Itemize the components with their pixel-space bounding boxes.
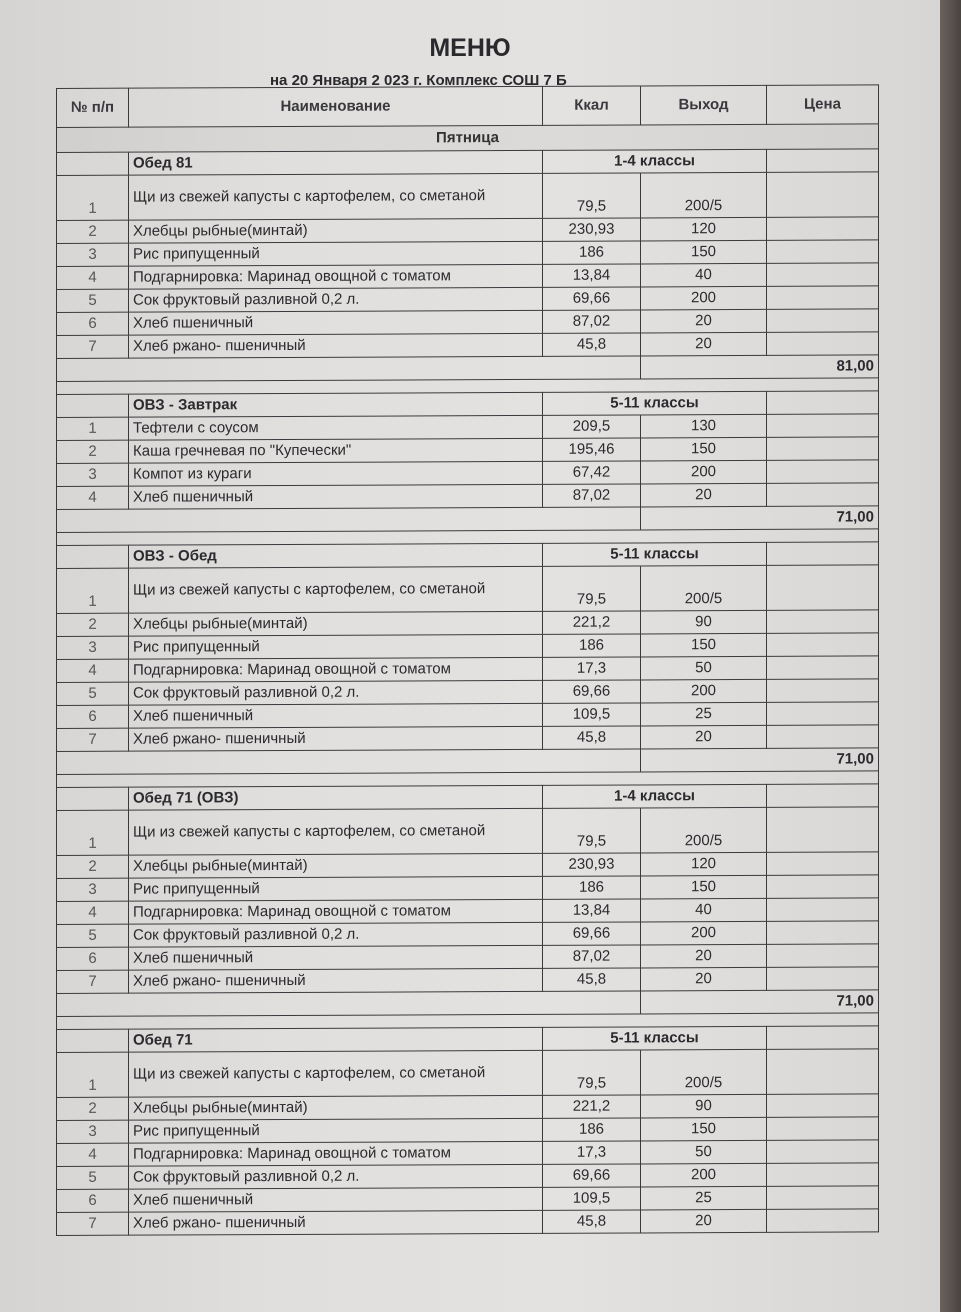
menu-item-row bbox=[57, 1049, 879, 1098]
item-price bbox=[767, 460, 879, 483]
item-kcal: 221,2 bbox=[543, 1095, 641, 1118]
item-number: 3 bbox=[57, 878, 129, 901]
item-name: Хлебцы рыбные(минтай) bbox=[129, 1095, 543, 1120]
item-price bbox=[767, 898, 879, 921]
section-blank-cell bbox=[57, 545, 129, 568]
item-yield: 150 bbox=[641, 437, 767, 461]
item-number: 2 bbox=[57, 440, 129, 463]
item-name: Сок фруктовый разливной 0,2 л. bbox=[129, 922, 543, 947]
item-price bbox=[767, 1049, 879, 1094]
item-name: Хлебцы рыбные(минтай) bbox=[129, 611, 543, 636]
header-name: Наименование bbox=[129, 86, 543, 127]
item-number: 7 bbox=[57, 335, 129, 358]
item-price bbox=[767, 656, 879, 679]
item-price bbox=[767, 414, 879, 437]
item-number: 2 bbox=[57, 613, 129, 636]
section-price-blank bbox=[767, 542, 879, 565]
item-name: Рис припущенный bbox=[129, 1118, 543, 1143]
item-price bbox=[767, 1163, 879, 1186]
item-number: 2 bbox=[57, 855, 129, 878]
item-kcal: 79,5 bbox=[543, 1050, 641, 1095]
section-classes: 5-11 классы bbox=[543, 542, 767, 566]
item-price bbox=[767, 702, 879, 725]
item-kcal: 186 bbox=[543, 634, 641, 657]
section-total-price: 71,00 bbox=[641, 506, 879, 530]
item-price bbox=[767, 852, 879, 875]
item-price bbox=[767, 875, 879, 898]
item-kcal: 69,66 bbox=[543, 922, 641, 945]
item-name: Щи из свежей капусты с картофелем, со сметаной bbox=[129, 566, 543, 613]
item-number: 1 bbox=[57, 1052, 129, 1097]
item-number: 6 bbox=[57, 705, 129, 728]
item-yield: 200/5 bbox=[641, 807, 767, 853]
item-name: Хлеб ржано- пшеничный bbox=[129, 968, 543, 993]
item-kcal: 186 bbox=[543, 1118, 641, 1141]
item-yield: 20 bbox=[641, 309, 767, 333]
item-yield: 200 bbox=[641, 921, 767, 945]
item-name: Хлеб пшеничный bbox=[129, 310, 543, 335]
item-number: 4 bbox=[57, 1143, 129, 1166]
item-yield: 25 bbox=[641, 1186, 767, 1210]
item-price bbox=[767, 172, 879, 217]
item-name: Щи из свежей капусты с картофелем, со сметаной bbox=[129, 1050, 543, 1097]
item-name: Подгарнировка: Маринад овощной с томатом bbox=[129, 657, 543, 682]
item-price bbox=[767, 725, 879, 748]
item-name: Сок фруктовый разливной 0,2 л. bbox=[129, 680, 543, 705]
item-yield: 150 bbox=[641, 875, 767, 899]
item-price bbox=[767, 437, 879, 460]
item-price bbox=[767, 332, 879, 355]
item-yield: 50 bbox=[641, 1140, 767, 1164]
item-number: 1 bbox=[57, 417, 129, 440]
item-number: 6 bbox=[57, 1189, 129, 1212]
item-price bbox=[767, 263, 879, 286]
item-kcal: 87,02 bbox=[543, 945, 641, 968]
item-price bbox=[767, 679, 879, 702]
item-name: Хлеб пшеничный bbox=[129, 945, 543, 970]
item-price bbox=[767, 240, 879, 263]
item-yield: 50 bbox=[641, 656, 767, 680]
item-yield: 20 bbox=[641, 1209, 767, 1233]
section-name: ОВЗ - Обед bbox=[129, 543, 543, 568]
menu-body bbox=[57, 124, 879, 1236]
item-kcal: 230,93 bbox=[543, 218, 641, 241]
item-yield: 120 bbox=[641, 852, 767, 876]
item-name: Рис припущенный bbox=[129, 241, 543, 266]
item-kcal: 186 bbox=[543, 876, 641, 899]
day-label: Пятница bbox=[57, 124, 879, 153]
item-name: Сок фруктовый разливной 0,2 л. bbox=[129, 287, 543, 312]
item-yield: 25 bbox=[641, 702, 767, 726]
section-name: Обед 71 bbox=[129, 1027, 543, 1052]
item-yield: 20 bbox=[641, 332, 767, 356]
item-name: Рис припущенный bbox=[129, 876, 543, 901]
item-yield: 90 bbox=[641, 1094, 767, 1118]
item-name: Хлеб пшеничный bbox=[129, 703, 543, 728]
item-yield: 200/5 bbox=[641, 1049, 767, 1095]
item-number: 7 bbox=[57, 728, 129, 751]
item-price bbox=[767, 1186, 879, 1209]
item-name: Подгарнировка: Маринад овощной с томатом bbox=[129, 264, 543, 289]
item-price bbox=[767, 483, 879, 506]
section-price-blank bbox=[767, 149, 879, 172]
item-name: Щи из свежей капусты с картофелем, со сметаной bbox=[129, 808, 543, 855]
item-number: 7 bbox=[57, 970, 129, 993]
item-name: Щи из свежей капусты с картофелем, со сметаной bbox=[129, 173, 543, 220]
section-price-blank bbox=[767, 1026, 879, 1049]
item-number: 4 bbox=[57, 486, 129, 509]
item-number: 1 bbox=[57, 568, 129, 613]
section-blank-cell bbox=[57, 152, 129, 175]
item-yield: 20 bbox=[641, 725, 767, 749]
item-yield: 150 bbox=[641, 633, 767, 657]
item-yield: 40 bbox=[641, 263, 767, 287]
item-price bbox=[767, 1209, 879, 1232]
menu-item-row bbox=[57, 1209, 879, 1236]
item-number: 6 bbox=[57, 947, 129, 970]
item-name: Хлеб пшеничный bbox=[129, 1187, 543, 1212]
item-kcal: 221,2 bbox=[543, 611, 641, 634]
section-blank-cell bbox=[57, 394, 129, 417]
section-total-price: 71,00 bbox=[641, 990, 879, 1014]
menu-item-row bbox=[57, 565, 879, 614]
item-yield: 200 bbox=[641, 286, 767, 310]
item-price bbox=[767, 633, 879, 656]
item-name: Хлеб ржано- пшеничный bbox=[129, 726, 543, 751]
item-number: 5 bbox=[57, 1166, 129, 1189]
item-number: 1 bbox=[57, 175, 129, 220]
section-blank-cell bbox=[57, 787, 129, 810]
item-kcal: 230,93 bbox=[543, 853, 641, 876]
item-kcal: 87,02 bbox=[543, 310, 641, 333]
item-kcal: 45,8 bbox=[543, 333, 641, 356]
item-kcal: 209,5 bbox=[543, 415, 641, 438]
item-yield: 200 bbox=[641, 1163, 767, 1187]
item-kcal: 17,3 bbox=[543, 1141, 641, 1164]
total-blank bbox=[57, 507, 641, 533]
item-price bbox=[767, 1140, 879, 1163]
item-number: 6 bbox=[57, 312, 129, 335]
menu-item-row bbox=[57, 807, 879, 856]
item-kcal: 13,84 bbox=[543, 899, 641, 922]
item-name: Рис припущенный bbox=[129, 634, 543, 659]
item-kcal: 17,3 bbox=[543, 657, 641, 680]
section-classes: 1-4 классы bbox=[543, 149, 767, 173]
item-number: 4 bbox=[57, 659, 129, 682]
item-number: 5 bbox=[57, 924, 129, 947]
item-number: 3 bbox=[57, 463, 129, 486]
total-blank bbox=[57, 356, 641, 382]
total-blank bbox=[57, 749, 641, 775]
item-number: 3 bbox=[57, 636, 129, 659]
section-name: Обед 71 (ОВЗ) bbox=[129, 785, 543, 810]
item-yield: 130 bbox=[641, 414, 767, 438]
item-name: Хлебцы рыбные(минтай) bbox=[129, 853, 543, 878]
section-name: Обед 81 bbox=[129, 150, 543, 175]
item-number: 4 bbox=[57, 266, 129, 289]
item-name: Хлеб ржано- пшеничный bbox=[129, 333, 543, 358]
item-name: Хлеб ржано- пшеничный bbox=[129, 1210, 543, 1235]
item-kcal: 45,8 bbox=[543, 726, 641, 749]
section-classes: 1-4 классы bbox=[543, 784, 767, 808]
item-kcal: 45,8 bbox=[543, 1210, 641, 1233]
page-title: МЕНЮ bbox=[429, 34, 511, 62]
item-number: 5 bbox=[57, 289, 129, 312]
item-kcal: 79,5 bbox=[543, 173, 641, 218]
item-number: 4 bbox=[57, 901, 129, 924]
item-price bbox=[767, 217, 879, 240]
item-price bbox=[767, 967, 879, 990]
item-price bbox=[767, 944, 879, 967]
item-kcal: 109,5 bbox=[543, 1187, 641, 1210]
item-yield: 120 bbox=[641, 217, 767, 241]
item-yield: 20 bbox=[641, 944, 767, 968]
header-yield: Выход bbox=[641, 85, 767, 125]
item-kcal: 79,5 bbox=[543, 808, 641, 853]
item-price bbox=[767, 807, 879, 852]
item-price bbox=[767, 1117, 879, 1140]
header-row bbox=[57, 85, 879, 128]
menu-item-row bbox=[57, 172, 879, 221]
item-kcal: 79,5 bbox=[543, 566, 641, 611]
item-number: 3 bbox=[57, 243, 129, 266]
item-name: Сок фруктовый разливной 0,2 л. bbox=[129, 1164, 543, 1189]
item-kcal: 67,42 bbox=[543, 461, 641, 484]
item-yield: 20 bbox=[641, 483, 767, 507]
item-name: Подгарнировка: Маринад овощной с томатом bbox=[129, 1141, 543, 1166]
item-yield: 150 bbox=[641, 240, 767, 264]
section-total-price: 71,00 bbox=[641, 748, 879, 772]
section-blank-cell bbox=[57, 1029, 129, 1052]
item-number: 7 bbox=[57, 1212, 129, 1235]
item-kcal: 87,02 bbox=[543, 484, 641, 507]
item-yield: 40 bbox=[641, 898, 767, 922]
item-yield: 200/5 bbox=[641, 565, 767, 611]
item-name: Хлеб пшеничный bbox=[129, 484, 543, 509]
item-kcal: 13,84 bbox=[543, 264, 641, 287]
header-kcal: Ккал bbox=[543, 86, 641, 125]
item-name: Хлебцы рыбные(минтай) bbox=[129, 218, 543, 243]
total-blank bbox=[57, 991, 641, 1017]
section-total-price: 81,00 bbox=[641, 355, 879, 379]
item-price bbox=[767, 309, 879, 332]
item-price bbox=[767, 565, 879, 610]
day-row bbox=[57, 124, 879, 153]
item-price bbox=[767, 921, 879, 944]
item-name: Компот из кураги bbox=[129, 461, 543, 486]
item-yield: 90 bbox=[641, 610, 767, 634]
section-classes: 5-11 классы bbox=[543, 1026, 767, 1050]
item-yield: 20 bbox=[641, 967, 767, 991]
item-name: Тефтели с соусом bbox=[129, 415, 543, 440]
item-yield: 150 bbox=[641, 1117, 767, 1141]
item-kcal: 69,66 bbox=[543, 1164, 641, 1187]
section-classes: 5-11 классы bbox=[543, 391, 767, 415]
item-number: 1 bbox=[57, 810, 129, 855]
item-kcal: 186 bbox=[543, 241, 641, 264]
menu-subtitle: на 20 Января 2 023 г. Комплекс СОШ 7 Б bbox=[270, 72, 567, 89]
section-price-blank bbox=[767, 391, 879, 414]
item-name: Подгарнировка: Маринад овощной с томатом bbox=[129, 899, 543, 924]
item-price bbox=[767, 1094, 879, 1117]
section-price-blank bbox=[767, 784, 879, 807]
item-yield: 200 bbox=[641, 460, 767, 484]
item-number: 2 bbox=[57, 1097, 129, 1120]
item-kcal: 69,66 bbox=[543, 287, 641, 310]
item-yield: 200/5 bbox=[641, 172, 767, 218]
item-yield: 200 bbox=[641, 679, 767, 703]
item-number: 5 bbox=[57, 682, 129, 705]
item-number: 2 bbox=[57, 220, 129, 243]
item-kcal: 69,66 bbox=[543, 680, 641, 703]
section-name: ОВЗ - Завтрак bbox=[129, 392, 543, 417]
menu-table bbox=[56, 84, 879, 1236]
item-kcal: 109,5 bbox=[543, 703, 641, 726]
header-price: Цена bbox=[767, 85, 879, 124]
item-name: Каша гречневая по "Купечески" bbox=[129, 438, 543, 463]
item-price bbox=[767, 610, 879, 633]
header-num: № п/п bbox=[57, 88, 129, 127]
item-number: 3 bbox=[57, 1120, 129, 1143]
item-kcal: 195,46 bbox=[543, 438, 641, 461]
item-price bbox=[767, 286, 879, 309]
item-kcal: 45,8 bbox=[543, 968, 641, 991]
background-edge bbox=[940, 0, 961, 1312]
